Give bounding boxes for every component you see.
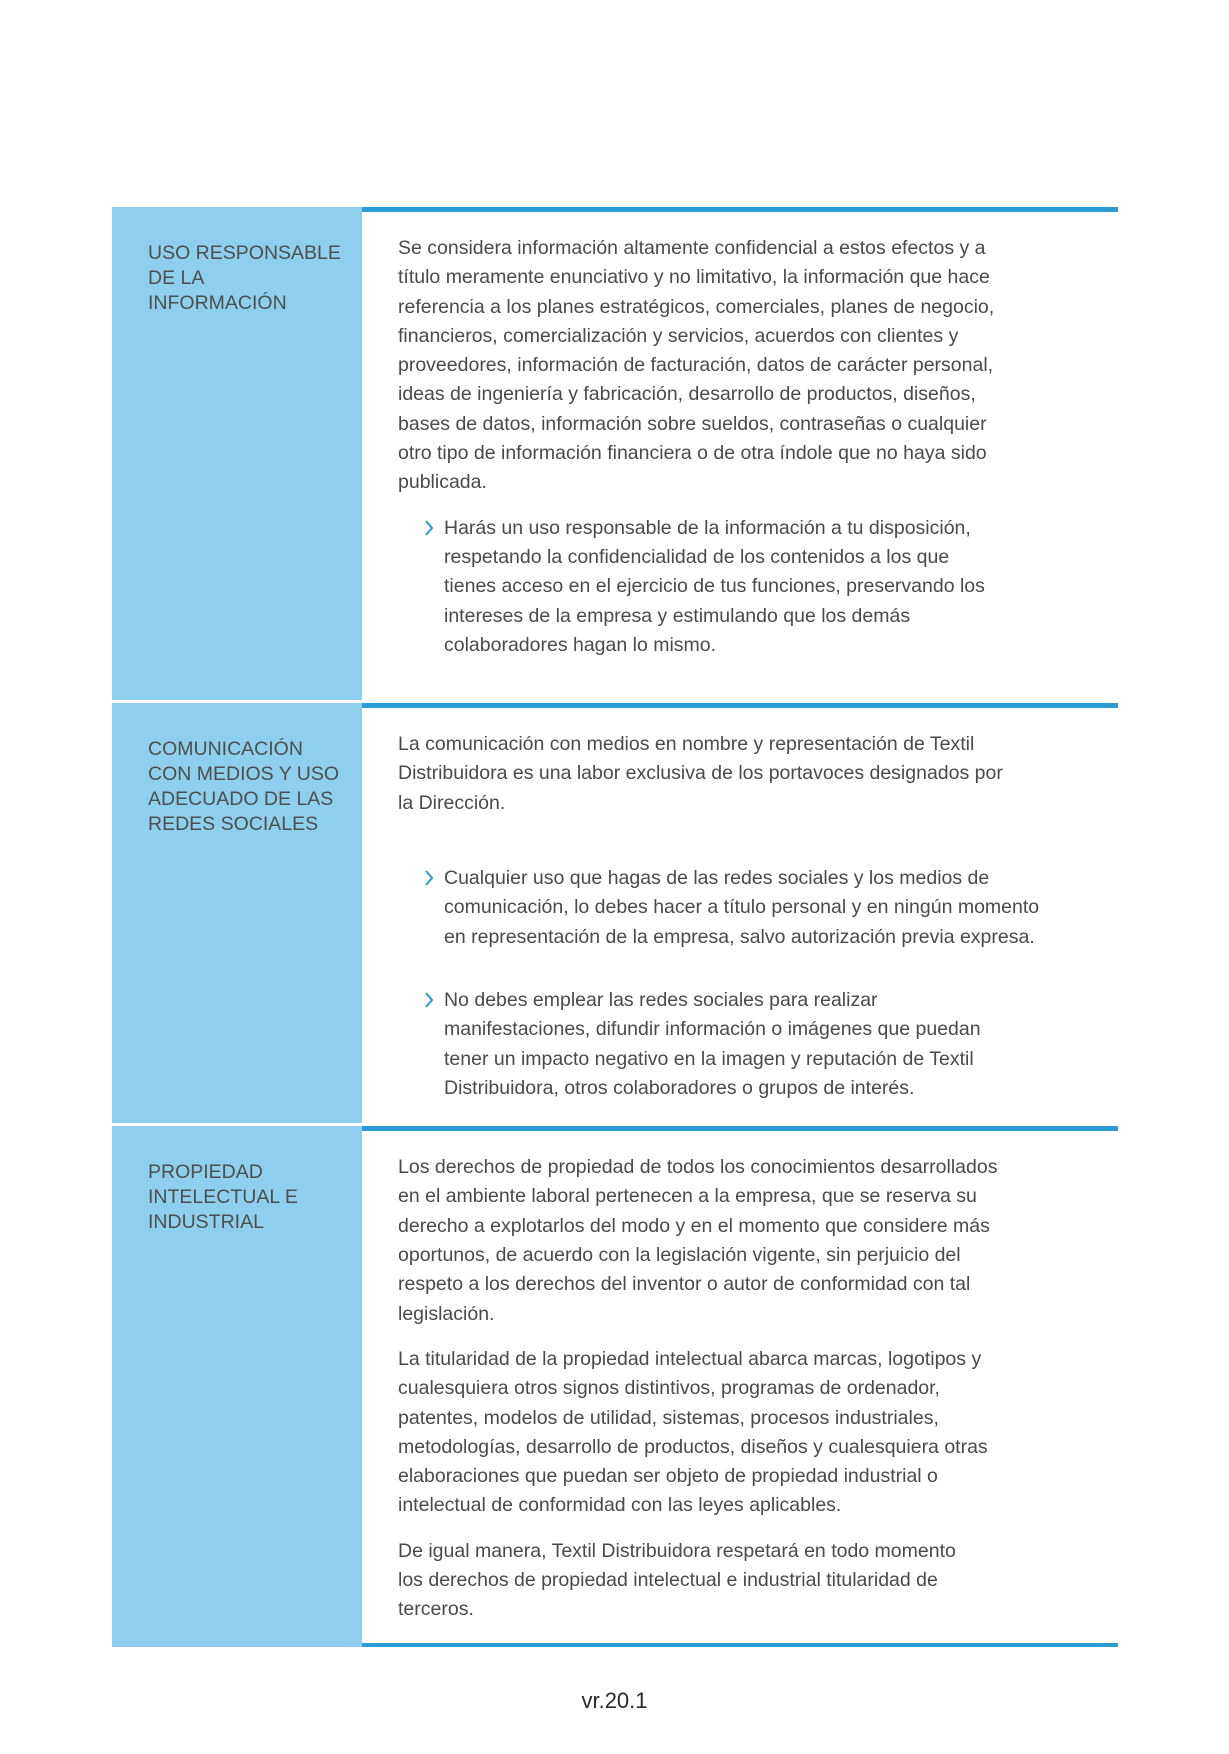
section-title-line: USO RESPONSABLE [148,242,341,264]
section-propiedad-intelectual [112,1126,1118,1646]
section-title [148,241,342,316]
version-footer: vr.20.1 [581,1688,648,1713]
section-title-line: COMUNICACIÓN [148,738,303,761]
section-uso-responsable [112,207,1118,700]
chevron-right-icon [424,514,444,536]
paragraph: De igual manera, Textil Distribuidora respetará en todo momento los derechos de propiedad intelectual e industrial titularidad de terceros. [398,1539,956,1621]
section-title-line: INTELECTUAL E [148,1186,298,1209]
section-comunicacion-medios [112,703,1118,1123]
section-content [362,1126,1118,1646]
chevron-right-icon [424,986,444,1008]
section-title-line: DE LA [148,267,205,289]
document-body [112,207,1118,1647]
bullet-text: Cualquier uso que hagas de las redes sociales y los medios de comunicación, lo debes hacer a título personal y en ningún momento en representación de la empresa, salvo autorización previa expresa. [444,867,1040,948]
chevron-right-icon [424,864,444,886]
section-content [362,207,1118,700]
paragraph: Se considera información altamente confidencial a estos efectos y a título meramente enunciativo y no limitativo, la información que hace referencia a los planes estratégicos, comerciales, planes de negocio, financieros, comercialización y servicios, acuerdos con clientes y proveedores, información de facturación, datos de carácter personal, ideas de ingeniería y fabricación, desarrollo de productos, diseños, bases de datos, información sobre sueldos, contraseñas o cualquier otro tipo de información financiera o de otra índole que no haya sido publicada. [398,237,995,494]
section-title-line: REDES SOCIALES [148,813,319,836]
section-title-line: ADECUADO DE LAS [148,788,334,811]
paragraph: Los derechos de propiedad de todos los conocimientos desarrollados en el ambiente laboral pertenecen a la empresa, que se reserva su derecho a explotarlos del modo y en el momento que considere más oportunos, de acuerdo con la legislación vigente, sin perjuicio del respeto a los derechos del inventor o autor de conformidad con tal legislación. [398,1156,998,1325]
section-title-line: CON MEDIOS Y USO [148,763,340,786]
section-side-panel [112,703,362,1123]
section-title [148,737,342,837]
bullet-item [424,986,1024,1103]
section-title-line: INFORMACIÓN [148,292,287,314]
section-title [148,1160,342,1235]
section-side-panel [112,207,362,700]
section-content [362,703,1118,1123]
section-side-panel [112,1126,362,1646]
section-title-line: INDUSTRIAL [148,1211,264,1234]
bullet-text: Harás un uso responsable de la información a tu disposición, respetando la confidencialidad de los contenidos a los que tienes acceso en el ejercicio de tus funciones, preservando los intereses de la empresa y estimulando que los demás colaboradores hagan lo mismo. [444,516,985,656]
section-title-line: PROPIEDAD [148,1161,263,1184]
bullet-item [424,864,1044,952]
bullet-text: No debes emplear las redes sociales para realizar manifestaciones, difundir información o imágenes que puedan tener un impacto negativo en la imagen y reputación de Textil Distribuidora, otros colaboradores o grupos de interés. [444,988,981,1099]
paragraph: La titularidad de la propiedad intelectual abarca marcas, logotipos y cualesquiera otros signos distintivos, programas de ordenador, patentes, modelos de utilidad, sistemas, procesos industriales, metodologías, desarrollo de productos, diseños y cualesquiera otras elaboraciones que puedan ser objeto de propiedad industrial o intelectual de conformidad con las leyes aplicables. [398,1347,988,1517]
paragraph: La comunicación con medios en nombre y representación de Textil Distribuidora es una labor exclusiva de los portavoces designados por la Dirección. [398,733,1003,814]
bullet-item [424,514,1004,660]
